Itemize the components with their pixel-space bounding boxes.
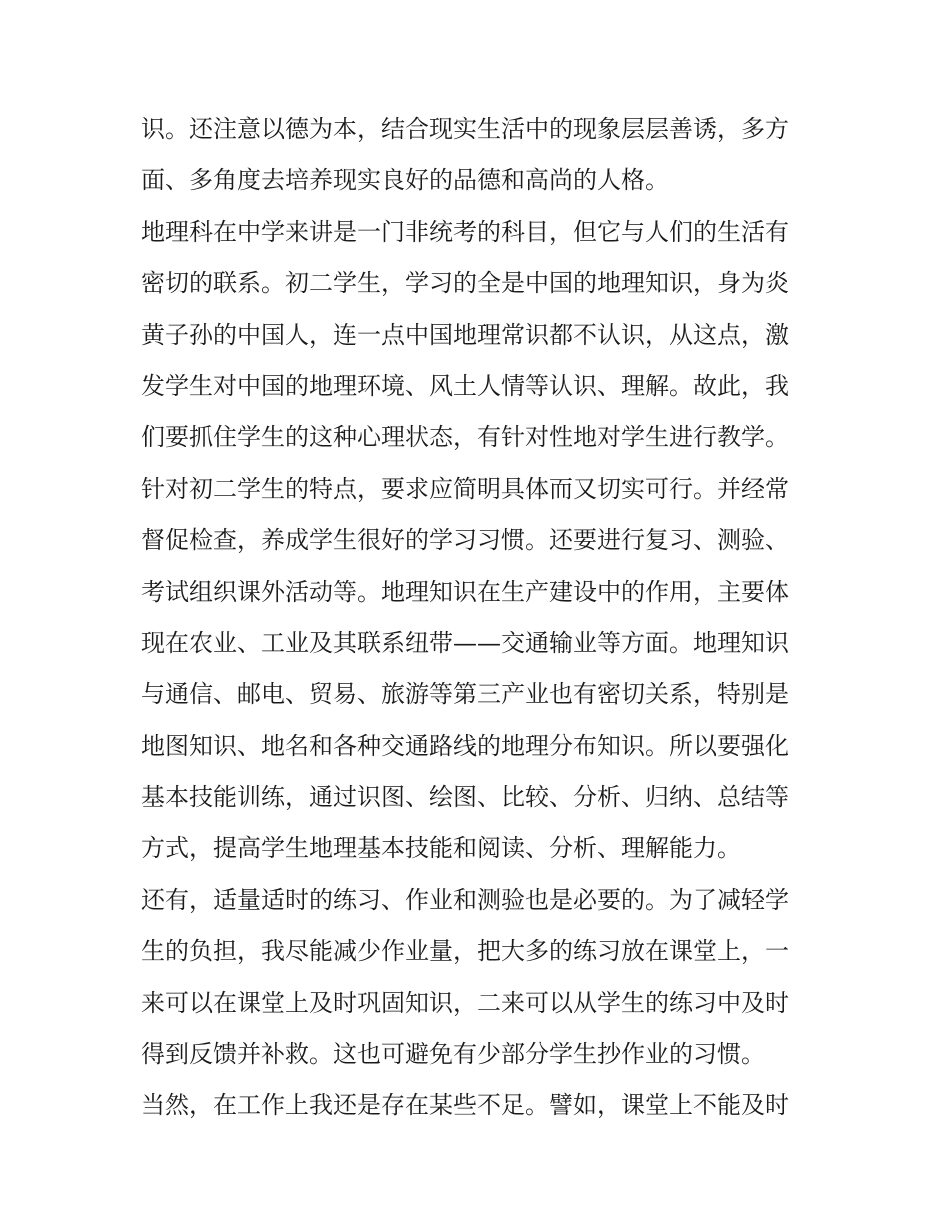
- body-text: [141, 104, 813, 1132]
- text-line: 与通信、邮电、贸易、旅游等第三产业也有密切关系，特别是: [141, 680, 789, 709]
- text-line: 得到反馈并补救。这也可避免有少部分学生抄作业的习惯。: [141, 1040, 765, 1069]
- text-line: 方式，提高学生地理基本技能和阅读、分析、理解能力。: [141, 834, 741, 863]
- text-line: 现在农业、工业及其联系纽带——交通输业等方面。地理知识: [141, 628, 789, 657]
- text-line: 地图知识、地名和各种交通路线的地理分布知识。所以要强化: [141, 731, 789, 760]
- text-line: 生的负担，我尽能减少作业量，把大多的练习放在课堂上，一: [141, 937, 789, 966]
- text-line: 督促检查，养成学生很好的学习习惯。还要进行复习、测验、: [141, 526, 789, 555]
- text-line: 黄子孙的中国人，连一点中国地理常识都不认识，从这点，激: [141, 320, 789, 349]
- paragraph-2: [141, 207, 813, 464]
- text-line: 发学生对中国的地理环境、风土人情等认识、理解。故此，我: [141, 371, 789, 400]
- text-line: 地理科在中学来讲是一门非统考的科目，但它与人们的生活有: [141, 217, 789, 246]
- text-line: 识。还注意以德为本，结合现实生活中的现象层层善诱，多方: [141, 115, 789, 143]
- text-line: 针对初二学生的特点，要求应简明具体而又切实可行。并经常: [141, 474, 789, 503]
- text-line: 来可以在课堂上及时巩固知识，二来可以从学生的练习中及时: [141, 988, 789, 1017]
- paragraph-3: [141, 464, 813, 875]
- text-line: 密切的联系。初二学生，学习的全是中国的地理知识，身为炎: [141, 269, 789, 298]
- paragraph-4: [141, 875, 813, 1081]
- text-line: 考试组织课外活动等。地理知识在生产建设中的作用，主要体: [141, 577, 789, 606]
- text-line: 当然，在工作上我还是存在某些不足。譬如，课堂上不能及时: [141, 1091, 789, 1120]
- text-line: 还有，适量适时的练习、作业和测验也是必要的。为了减轻学: [141, 885, 789, 914]
- paragraph-1: [141, 104, 813, 207]
- text-line: 基本技能训练，通过识图、绘图、比较、分析、归纳、总结等: [141, 783, 789, 812]
- paragraph-5: [141, 1080, 813, 1131]
- text-line: 面、多角度去培养现实良好的品德和高尚的人格。: [141, 166, 669, 195]
- text-line: 们要抓住学生的这种心理状态，有针对性地对学生进行教学。: [141, 423, 789, 452]
